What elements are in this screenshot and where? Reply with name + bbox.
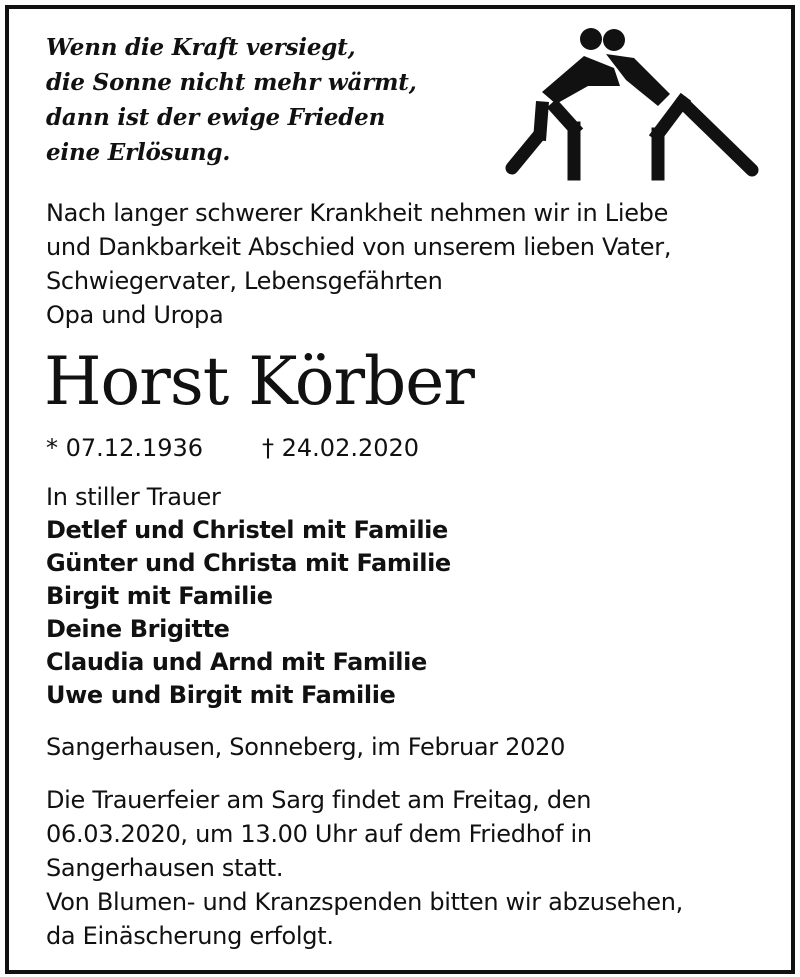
quote-line: Wenn die Kraft versiegt, [46,34,356,61]
birth-date: * 07.12.1936 [46,434,204,462]
mourner-name: Deine Brigitte [46,615,230,643]
mourner-name: Birgit mit Familie [46,582,273,610]
mourner-name: Claudia und Arnd mit Familie [46,648,427,676]
funeral-info [46,783,683,953]
info-line: da Einäscherung erfolgt. [46,922,334,950]
intro-line: Schwiegervater, Lebensgefährten [46,267,443,295]
quote-line: dann ist der ewige Frieden [46,104,386,131]
mourner-name: Günter und Christa mit Familie [46,549,451,577]
place-date: Sangerhausen, Sonneberg, im Februar 2020 [46,733,566,761]
mourning-heading: In stiller Trauer [46,483,221,511]
intro-text [46,196,671,332]
life-dates [46,430,420,466]
info-line: Die Trauerfeier am Sarg findet am Freitag, den [46,786,592,814]
quote-line: eine Erlösung. [46,139,231,166]
info-line: Von Blumen- und Kranzspenden bitten wir abzusehen, [46,888,683,916]
quote-line: die Sonne nicht mehr wärmt, [46,69,417,96]
intro-line: und Dankbarkeit Abschied von unserem lieben Vater, [46,233,672,261]
mourner-name: Detlef und Christel mit Familie [46,516,448,544]
mourners-list [46,514,451,712]
quote-poem [46,30,417,170]
intro-line: Nach langer schwerer Krankheit nehmen wir in Liebe [46,199,669,227]
mourning-section [46,481,451,712]
mourner-name: Uwe und Birgit mit Familie [46,681,396,709]
info-line: Sangerhausen statt. [46,854,284,882]
death-date: † 24.02.2020 [262,434,420,462]
deceased-name: Horst Körber [44,343,474,420]
intro-line: Opa und Uropa [46,301,224,329]
info-line: 06.03.2020, um 13.00 Uhr auf dem Friedhof in [46,820,592,848]
wrestlers-icon [502,24,762,184]
